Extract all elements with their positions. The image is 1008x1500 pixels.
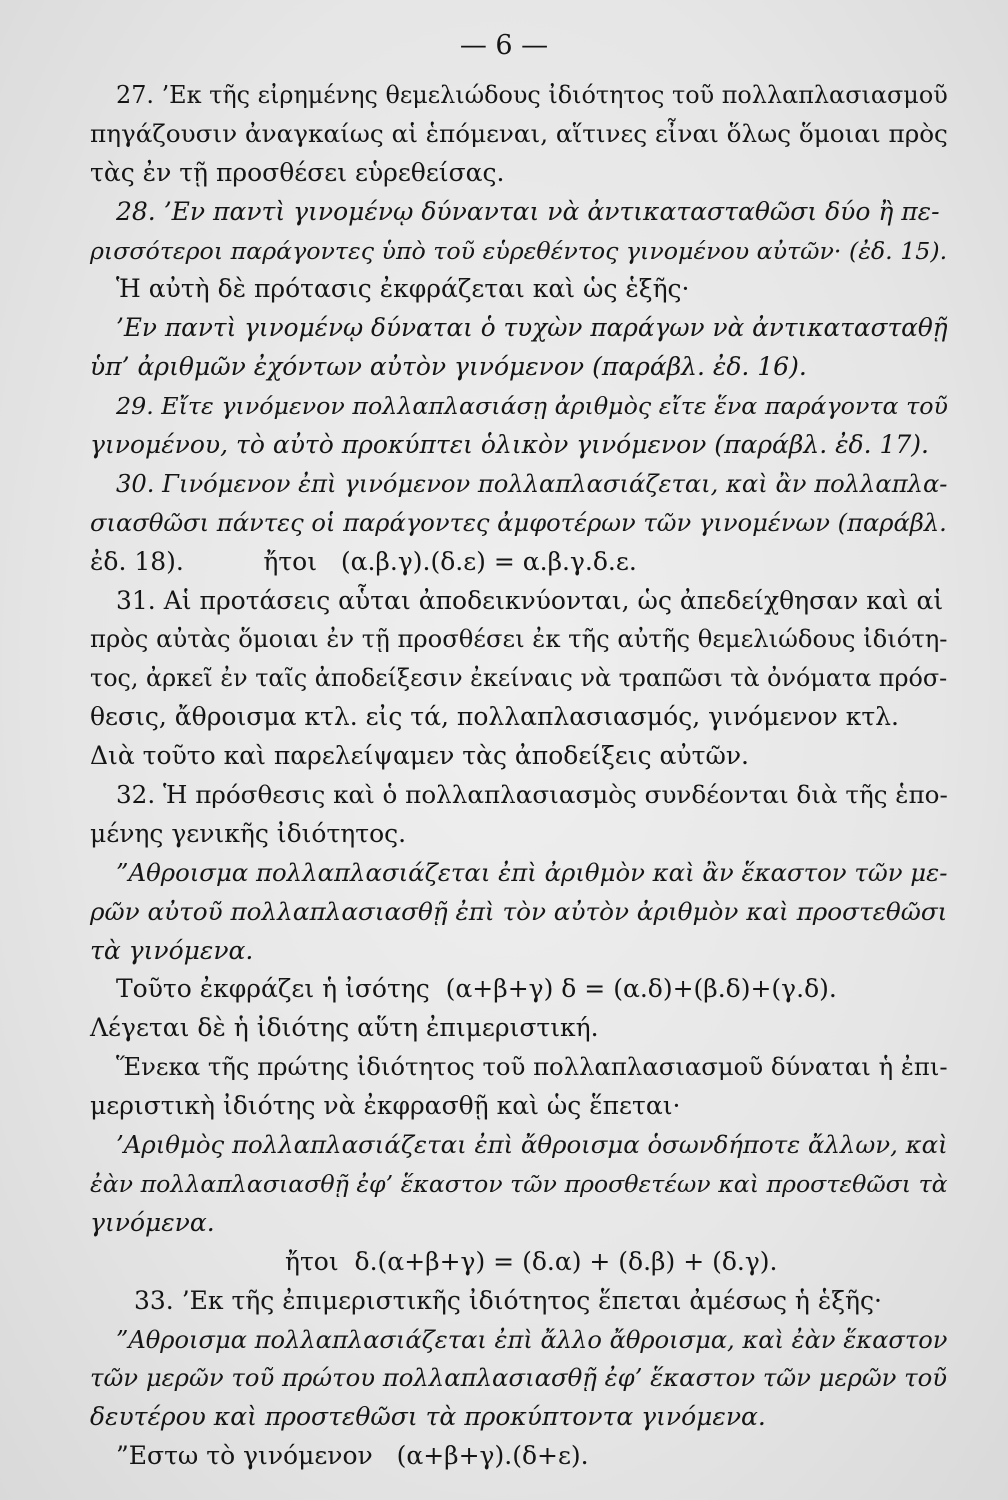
text-line: ρισσότεροι παράγοντες ὑπὸ τοῦ εὑρεθέντος γινομένου αὐτῶν· (ἐδ. 15).	[90, 236, 948, 265]
text-line: 33. ’Εκ τῆς ἐπιμεριστικῆς ἰδιότητος ἕπεται ἀμέσως ἡ ἑξῆς·	[134, 1285, 882, 1315]
text-line: μεριστικὴ ἰδιότης νὰ ἐκφρασθῇ καὶ ὡς ἕπεται·	[90, 1091, 681, 1121]
text-line: σιασθῶσι πάντες οἱ παράγοντες ἀμφοτέρων τῶν γινομένων (παράβλ.	[90, 508, 947, 537]
equation-line: ἤτοι δ.(α+β+γ) = (δ.α) + (δ.β) + (δ.γ).	[285, 1246, 778, 1276]
text-line: ἐὰν πολλαπλασιασθῇ ἐφ’ ἕκαστον τῶν προσθετέων καὶ προστεθῶσι τὰ	[90, 1169, 948, 1198]
text-line: 31. Αἱ προτάσεις αὗται ἀποδεικνύονται, ὡς ἀπεδείχθησαν καὶ αἱ	[116, 585, 944, 615]
text-line: ’Εν παντὶ γινομένῳ δύναται ὁ τυχὼν παράγων νὰ ἀντικατασταθῇ	[116, 313, 948, 343]
page-number: — 6 —	[459, 30, 549, 61]
text-line: 28. ’Εν παντὶ γινομένῳ δύνανται νὰ ἀντικατασταθῶσι δύο ἢ πε-	[116, 196, 940, 226]
equation-line: ἐδ. 18). ἤτοι (α.β.γ).(δ.ε) = α.β.γ.δ.ε.	[90, 546, 637, 576]
text-line: Λέγεται δὲ ἡ ἰδιότης αὕτη ἐπιμεριστική.	[90, 1013, 599, 1043]
text-line: θεσις, ἄθροισμα κτλ. εἰς τά, πολλαπλασιασμός, γινόμενον κτλ.	[90, 702, 899, 732]
equation-line: Τοῦτο ἐκφράζει ἡ ἰσότης (α+β+γ) δ = (α.δ)+(β.δ)+(γ.δ).	[116, 974, 837, 1004]
text-line: 27. ’Εκ τῆς εἰρημένης θεμελιώδους ἰδιότητος τοῦ πολλαπλασιασμοῦ	[116, 81, 948, 109]
text-line: τὰ γινόμενα.	[90, 935, 254, 965]
text-line: ’Αριθμὸς πολλαπλασιάζεται ἐπὶ ἄθροισμα ὁσωνδήποτε ἄλλων, καὶ	[116, 1130, 948, 1160]
text-line: Διὰ τοῦτο καὶ παρελείψαμεν τὰς ἀποδείξεις αὐτῶν.	[90, 741, 749, 771]
text-line: τὰς ἐν τῇ προσθέσει εὑρεθείσας.	[90, 157, 505, 187]
text-line: ”Αθροισμα πολλαπλασιάζεται ἐπὶ ἄλλο ἄθροισμα, καὶ ἐὰν ἕκαστον	[116, 1325, 948, 1354]
equation-line: ”Εστω τὸ γινόμενον (α+β+γ).(δ+ε).	[116, 1441, 589, 1471]
text-line: γινομένου, τὸ αὐτὸ προκύπτει ὁλικὸν γινόμενον (παράβλ. ἐδ. 17).	[90, 430, 929, 460]
text-line: ρῶν αὐτοῦ πολλαπλασιασθῇ ἐπὶ τὸν αὐτὸν ἀριθμὸν καὶ προστεθῶσι	[90, 896, 948, 926]
text-line: δευτέρου καὶ προστεθῶσι τὰ προκύπτοντα γινόμενα.	[90, 1402, 766, 1432]
text-line: Ἡ αὐτὴ δὲ πρότασις ἐκφράζεται καὶ ὡς ἑξῆς·	[116, 274, 690, 304]
text-line: γινόμενα.	[90, 1207, 215, 1237]
text-line: τος, ἀρκεῖ ἐν ταῖς ἀποδείξεσιν ἐκείναις νὰ τραπῶσι τὰ ὀνόματα πρόσ-	[90, 664, 948, 693]
page-text	[90, 76, 948, 1476]
text-line: πρὸς αὐτὰς ὅμοιαι ἐν τῇ προσθέσει ἐκ τῆς αὐτῆς θεμελιώδους ἰδιότη-	[90, 624, 948, 654]
text-line: Ἕνεκα τῆς πρώτης ἰδιότητος τοῦ πολλαπλασιασμοῦ δύναται ἡ ἐπι-	[116, 1052, 948, 1082]
text-line: 30. Γινόμενον ἐπὶ γινόμενον πολλαπλασιάζεται, καὶ ἂν πολλαπλα-	[116, 469, 948, 498]
text-line: ὑπ’ ἀριθμῶν ἐχόντων αὐτὸν γινόμενον (παράβλ. ἐδ. 16).	[90, 352, 807, 382]
text-line: ”Αθροισμα πολλαπλασιάζεται ἐπὶ ἀριθμὸν καὶ ἂν ἕκαστον τῶν με-	[116, 857, 948, 887]
text-line: μένης γενικῆς ἰδιότητος.	[90, 818, 407, 848]
text-line: 32. Ἡ πρόσθεσις καὶ ὁ πολλαπλασιασμὸς συνδέονται διὰ τῆς ἑπο-	[116, 780, 948, 810]
text-line: 29. Εἴτε γινόμενον πολλαπλασιάσῃ ἀριθμὸς εἴτε ἕνα παράγοντα τοῦ	[116, 392, 948, 421]
text-line: τῶν μερῶν τοῦ πρώτου πολλαπλασιασθῇ ἐφ’ ἕκαστον τῶν μερῶν τοῦ	[90, 1363, 948, 1393]
text-line: πηγάζουσιν ἀναγκαίως αἱ ἑπόμεναι, αἵτινες εἶναι ὅλως ὅμοιαι πρὸς	[90, 118, 948, 148]
